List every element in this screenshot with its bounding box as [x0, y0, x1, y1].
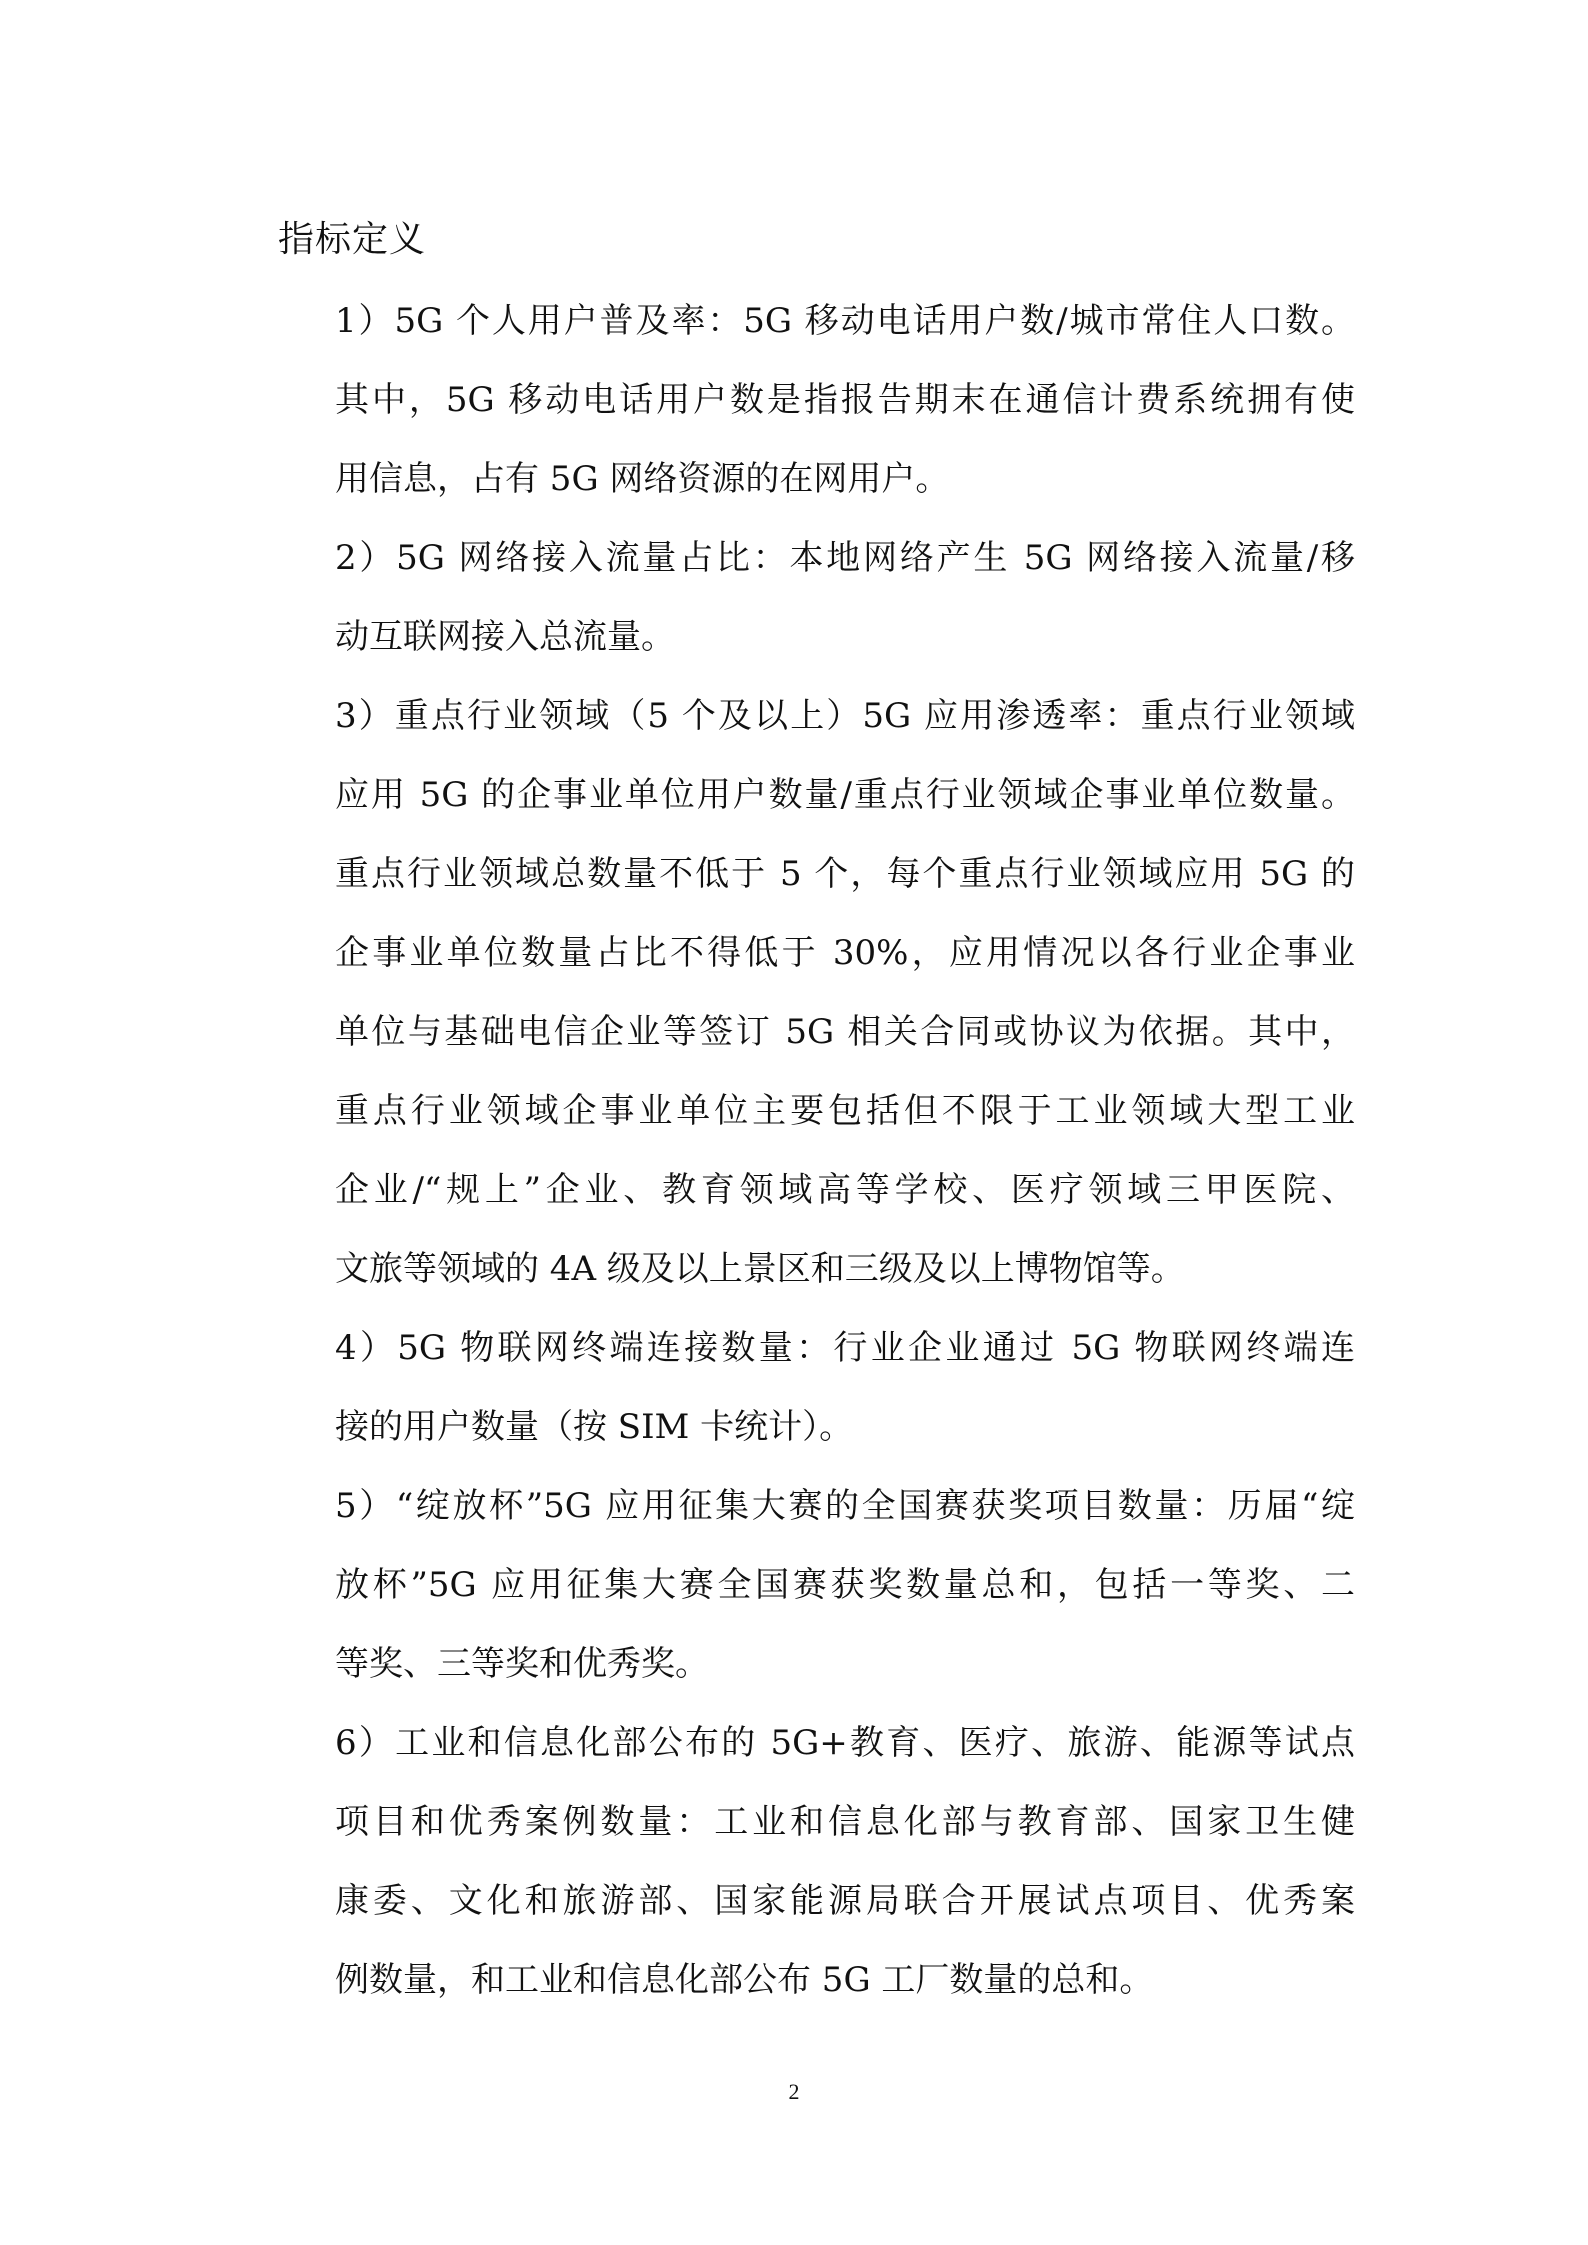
text-line: 重点行业领域企事业单位主要包括但不限于工业领域大型工业 [335, 1091, 1355, 1131]
text-line: 2）5G 网络接入流量占比：本地网络产生 5G 网络接入流量/移 [335, 538, 1355, 578]
text-line: 应用 5G 的企事业单位用户数量/重点行业领域企事业单位数量。 [335, 775, 1355, 815]
text-line: 5）“绽放杯”5G 应用征集大赛的全国赛获奖项目数量：历届“绽 [335, 1486, 1355, 1526]
text-line: 单位与基础电信企业等签订 5G 相关合同或协议为依据。其中， [335, 1012, 1355, 1052]
page-number: 2 [788, 2079, 800, 2104]
text-line: 重点行业领域总数量不低于 5 个，每个重点行业领域应用 5G 的 [335, 854, 1355, 894]
text-line: 用信息，占有 5G 网络资源的在网用户。 [335, 459, 950, 499]
text-line: 康委、文化和旅游部、国家能源局联合开展试点项目、优秀案 [335, 1881, 1355, 1921]
text-line: 文旅等领域的 4A 级及以上景区和三级及以上博物馆等。 [335, 1249, 1185, 1289]
text-line: 企事业单位数量占比不得低于 30%，应用情况以各行业企事业 [335, 933, 1355, 973]
text-line: 放杯”5G 应用征集大赛全国赛获奖数量总和，包括一等奖、二 [335, 1565, 1355, 1605]
text-line: 动互联网接入总流量。 [335, 617, 675, 657]
text-line: 1）5G 个人用户普及率：5G 移动电话用户数/城市常住人口数。 [335, 301, 1355, 341]
text-line: 4）5G 物联网终端连接数量：行业企业通过 5G 物联网终端连 [335, 1328, 1355, 1368]
text-line: 等奖、三等奖和优秀奖。 [335, 1644, 709, 1684]
text-line: 例数量，和工业和信息化部公布 5G 工厂数量的总和。 [335, 1960, 1154, 2000]
text-line: 项目和优秀案例数量：工业和信息化部与教育部、国家卫生健 [335, 1802, 1355, 1842]
definition-body [335, 282, 1355, 2020]
text-line: 企业/“规上”企业、教育领域高等学校、医疗领域三甲医院、 [335, 1170, 1355, 1210]
text-line: 3）重点行业领域（5 个及以上）5G 应用渗透率：重点行业领域 [335, 696, 1355, 736]
text-line: 其中，5G 移动电话用户数是指报告期末在通信计费系统拥有使 [335, 380, 1355, 420]
text-line: 6）工业和信息化部公布的 5G+教育、医疗、旅游、能源等试点 [335, 1723, 1355, 1763]
text-line: 接的用户数量（按 SIM 卡统计）。 [335, 1407, 854, 1447]
section-heading: 指标定义 [278, 219, 427, 260]
